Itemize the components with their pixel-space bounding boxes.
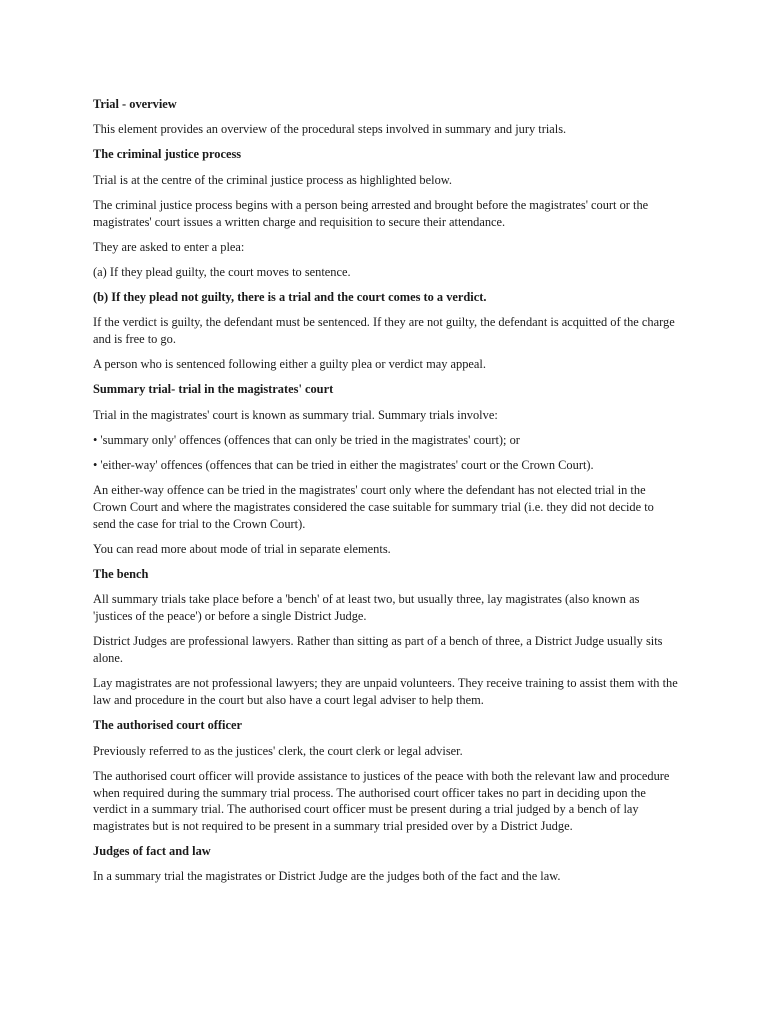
bullet-item: • 'either-way' offences (offences that can be tried in either the magistrates' court or the Crown Court). xyxy=(93,458,594,473)
paragraph: Trial in the magistrates' court is known as summary trial. Summary trials involve: xyxy=(93,407,498,422)
section-heading: Trial - overview xyxy=(93,97,177,111)
paragraph: In a summary trial the magistrates or District Judge are the judges both of the fact and the law. xyxy=(93,869,561,884)
section-heading: The criminal justice process xyxy=(93,147,242,162)
section-heading: The authorised court officer xyxy=(93,718,243,733)
section-heading: Summary trial- trial in the magistrates' court xyxy=(93,382,334,397)
paragraph: You can read more about mode of trial in separate elements. xyxy=(93,542,391,556)
paragraph: A person who is sentenced following either a guilty plea or verdict may appeal. xyxy=(93,357,486,372)
paragraph: All summary trials take place before a 'bench' of at least two, but usually three, lay magistrates (also known as 'justices of the peace') or before a single District Judge. xyxy=(93,592,640,624)
paragraph: The criminal justice process begins with a person being arrested and brought before the magistrates' court or the magistrates' court issues a written charge and requisition to secure their attendance. xyxy=(93,197,649,229)
paragraph: This element provides an overview of the procedural steps involved in summary and jury trials. xyxy=(93,122,567,137)
paragraph: They are asked to enter a plea: xyxy=(93,239,245,254)
paragraph: District Judges are professional lawyers. Rather than sitting as part of a bench of three, a District Judge usually sits alone. xyxy=(93,634,663,666)
paragraph: If the verdict is guilty, the defendant must be sentenced. If they are not guilty, the defendant is acquitted of the charge and is free to go. xyxy=(93,315,675,347)
paragraph: Lay magistrates are not professional lawyers; they are unpaid volunteers. They receive training to assist them with the law and procedure in the court but also have a court legal adviser to help them. xyxy=(93,676,678,708)
paragraph: The authorised court officer will provide assistance to justices of the peace with both the relevant law and procedure when required during the summary trial process. The authorised court officer takes no part in deciding upon the verdict in a summary trial. The authorised court officer must be present during a trial judged by a bench of lay magistrates but is not required to be present in a summary trial presided over by a District Judge. xyxy=(93,768,670,834)
plea-option-guilty: (a) If they plead guilty, the court moves to sentence. xyxy=(93,264,351,279)
paragraph: Trial is at the centre of the criminal justice process as highlighted below. xyxy=(93,172,453,187)
document-page xyxy=(93,96,678,894)
section-heading: Judges of fact and law xyxy=(93,844,211,859)
bullet-item: • 'summary only' offences (offences that can only be tried in the magistrates' court); or xyxy=(93,432,520,447)
paragraph: An either-way offence can be tried in the magistrates' court only where the defendant has not elected trial in the Crown Court and where the magistrates considered the case suitable for summary trial (i.e. they did not decide to send the case for trial to the Crown Court). xyxy=(93,483,654,531)
plea-option-not-guilty: (b) If they plead not guilty, there is a trial and the court comes to a verdict. xyxy=(93,290,487,305)
section-heading: The bench xyxy=(93,567,149,582)
paragraph: Previously referred to as the justices' clerk, the court clerk or legal adviser. xyxy=(93,743,463,758)
